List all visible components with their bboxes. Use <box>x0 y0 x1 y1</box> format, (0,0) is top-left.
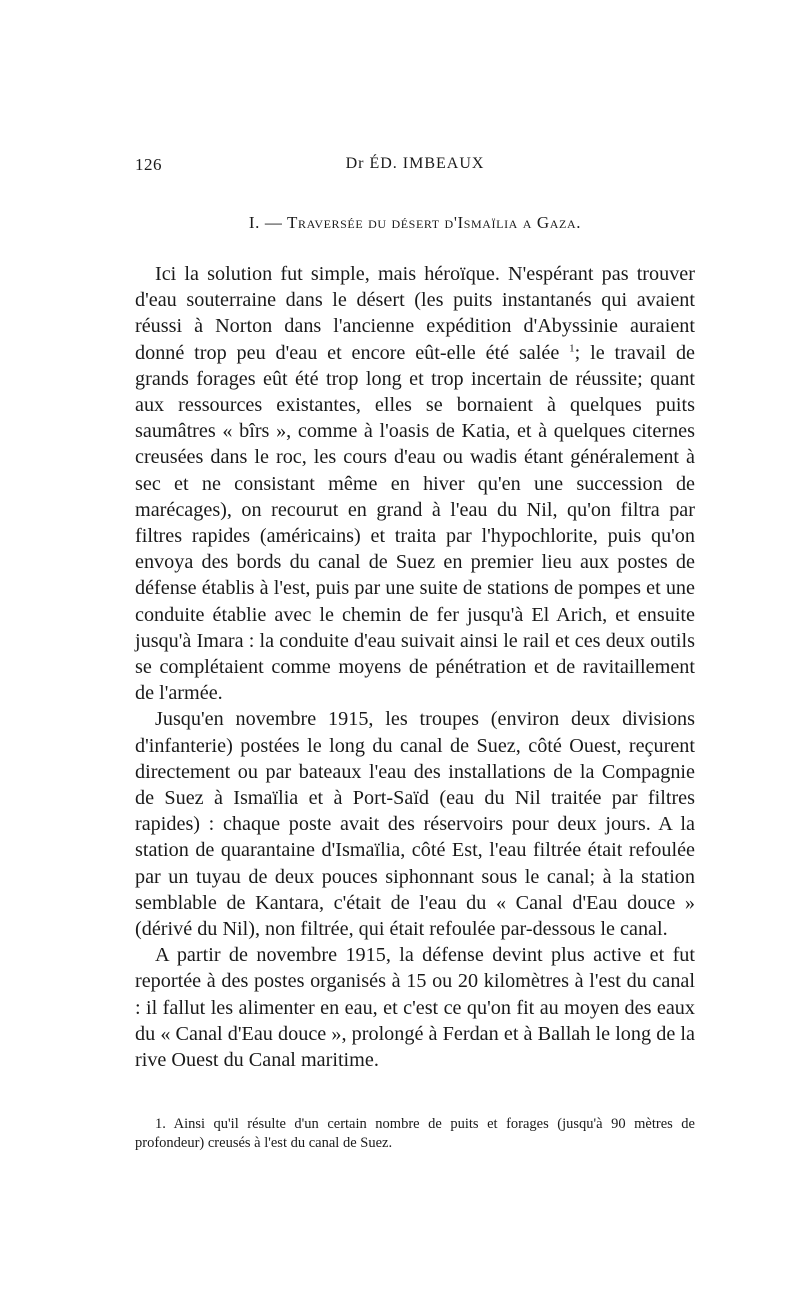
body-text <box>135 261 695 1073</box>
footnote: 1. Ainsi qu'il résulte d'un certain nombre de puits et forages (jusqu'à 90 mètres de profondeur) creusés à l'est du canal de Suez. <box>135 1116 695 1151</box>
page-number: 126 <box>135 155 162 174</box>
paragraph-1 <box>135 261 695 706</box>
paragraph-2: Jusqu'en novembre 1915, les troupes (environ deux divisions d'infanterie) postées le long du canal de Suez, côté Ouest, reçurent directement ou par bateaux l'eau des installations de la Compagnie de Suez à Ismaïlia et à Port-Saïd (eau du Nil traitée par filtres rapides) : chaque poste avait des réservoirs pour deux jours. A la station de quarantaine d'Ismaïlia, côté Est, l'eau filtrée était refoulée par un tuyau de deux pouces siphonnant sous le canal; à la station semblable de Kantara, c'était de l'eau du « Canal d'Eau douce » (dérivé du Nil), non filtrée, qui était refoulée par-dessous le canal. <box>135 708 695 941</box>
paragraph-1-end: ; le travail de grands forages eût été trop long et trop incertain de réussite; quant aux ressources existantes, elles se bornaient à quelques puits saumâtres « bîrs », comme à l'oasis de Katia, et à quelques citernes creusées dans le roc, les cours d'eau ou wadis étant généralement à sec et ne consistant même en hiver qu'en une succession de marécages), on recourut en grand à l'eau du Nil, qu'on filtra par filtres rapides (américains) et traita par l'hypochlorite, puis qu'on envoya des bords du canal de Suez en premier lieu aux postes de défense établis à l'est, puis par une suite de stations de pompes et une conduite établie avec le chemin de fer jusqu'à El Arich, et ensuite jusqu'à Imara : la conduite d'eau suivait ainsi le rail et ces deux outils se complétaient comme moyens de pénétration et de ravitaillement de l'armée. <box>135 341 695 705</box>
section-heading: I. — Traversée du désert d'Ismaïlia a Gaza. <box>248 213 582 232</box>
running-head <box>135 155 695 179</box>
paragraph-1-start: Ici la solution fut simple, mais héroïque. N'espérant pas trouver d'eau souterraine dans le désert (les puits instantanés qui avaient réussi à Norton dans l'ancienne expédition d'Abyssinie auraient donné trop peu d'eau et encore eût-elle été salée <box>135 263 695 364</box>
footnote-reference: 1 <box>569 341 575 354</box>
paragraph-3: A partir de novembre 1915, la défense devint plus active et fut reportée à des postes organisés à 15 ou 20 kilomètres à l'est du canal : il fallut les alimenter en eau, et c'est ce qu'on fit au moyen des eaux du « Canal d'Eau douce », prolongé à Ferdan et à Ballah le long de la rive Ouest du Canal maritime. <box>135 944 695 1072</box>
running-head-author: Dr ÉD. IMBEAUX <box>345 155 485 172</box>
